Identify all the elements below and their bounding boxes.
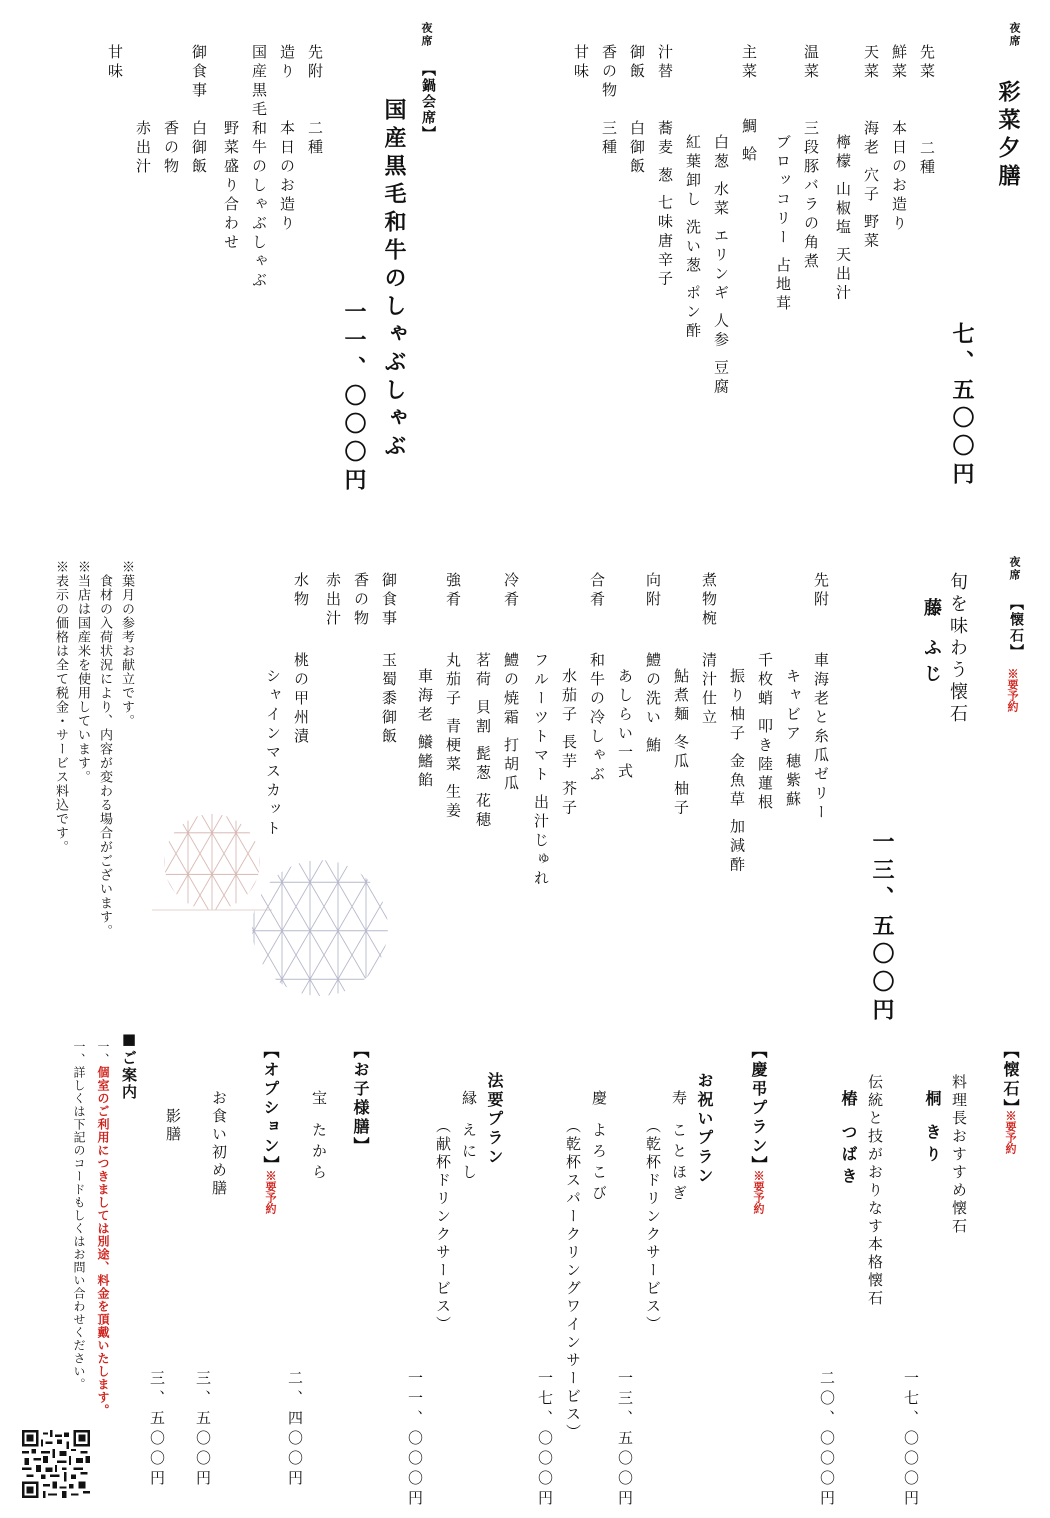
nabe-item-4: 野菜盛り合わせ	[222, 120, 240, 253]
kaiseki-item-2a: 清汁仕立	[700, 652, 718, 728]
kaiseki-item-4c: フルーツトマト 出汁じゅれ	[532, 652, 550, 889]
yuzen-cat-2: 鮮菜	[890, 44, 908, 82]
yorokobi-price: 一七、〇〇〇円	[536, 1370, 554, 1510]
kaiseki2-price1: 一七、〇〇〇円	[902, 1370, 920, 1510]
kaiseki-item-6a: 丸茄子 青梗菜 生姜	[444, 652, 462, 822]
option-price1: 三、五〇〇円	[194, 1370, 212, 1490]
note-4: ※表示の価格は全て税金・サービス料込です。	[53, 560, 68, 854]
guide-line1	[95, 1040, 112, 1417]
yuzen-item-5-head: 鯛 蛤	[740, 118, 758, 165]
nabe-title: 国産黒毛和牛のしゃぶしゃぶ	[381, 98, 407, 462]
kotobuki-name: 寿 ことほぎ	[670, 1090, 688, 1206]
note-1: ※葉月の参考お献立です。	[119, 560, 134, 728]
enishi-sub: （献杯ドリンクサービス）	[434, 1118, 452, 1334]
kaiseki-req: ※要予約	[1006, 668, 1019, 712]
kaiseki2-bracket: 【懐石】	[1001, 1042, 1020, 1118]
yuzen-cat-9: 甘味	[572, 44, 590, 82]
yuzen-item-3b: 檸檬 山椒塩 天出汁	[834, 134, 852, 304]
yorokobi-sub: （乾杯スパークリングワインサービス）	[564, 1118, 582, 1442]
kaiseki-subtitle: 旬を味わう懐石	[947, 572, 968, 726]
asanoha-pattern-icon	[240, 858, 400, 998]
option-item2: 影膳	[164, 1108, 182, 1144]
keicho-bracket: 【慶弔プラン】	[749, 1042, 768, 1175]
kaiseki-item-5b: 茗荷 貝割 髭葱 花穂	[474, 652, 492, 831]
enishi-price: 一一、〇〇〇円	[406, 1370, 424, 1510]
nabe-price: 一一、〇〇〇円	[341, 300, 367, 496]
kaiseki-cat-10: 水物	[292, 572, 310, 610]
nabe-item-2: 本日のお造り	[278, 120, 296, 234]
enishi-name: 縁 えにし	[460, 1090, 478, 1185]
nabe-cat-6: 甘味	[106, 44, 124, 82]
kaiseki-cat-2: 煮物椀	[700, 572, 718, 629]
yuzen-item-1: 二種	[918, 140, 936, 178]
kaiseki2-price2: 二〇、〇〇〇円	[818, 1370, 836, 1510]
nabe-label: 夜席	[420, 22, 433, 48]
kaiseki-name: 藤 ふじ	[921, 598, 942, 691]
kaiseki-item-2b: 鮎煮麺 冬瓜 柚子	[672, 668, 690, 819]
yuzen-cat-1: 先菜	[918, 44, 936, 82]
yuzen-cat-8: 香の物	[600, 44, 618, 101]
yuzen-item-2: 本日のお造り	[890, 120, 908, 234]
kids-bracket: 【お子様膳】	[351, 1042, 370, 1156]
yorokobi-name: 慶 よろこび	[590, 1090, 608, 1206]
kaiseki-label: 夜席	[1008, 556, 1021, 582]
nabe-item-5c: 赤出汁	[134, 120, 152, 177]
kaiseki-item-10b: シャインマスカット	[264, 668, 282, 839]
yuzen-cat-4: 温菜	[802, 44, 820, 82]
nabe-cat-5: 御食事	[190, 44, 208, 101]
kaiseki2-name2: 椿 つばき	[839, 1090, 858, 1190]
kaiseki-item-3b: あしらい一式	[616, 668, 634, 782]
kaiseki-cat-5: 冷肴	[502, 572, 520, 610]
nabe-cat-2: 造り	[278, 44, 296, 82]
kaiseki-item-1b: キャビア 穂紫蘇	[784, 668, 802, 810]
yuzen-item-8: 三種	[600, 120, 618, 158]
kaiseki-item-1d: 振り柚子 金魚草 加減酢	[728, 668, 746, 876]
yuzen-item-3a: 海老 穴子 野菜	[862, 120, 880, 252]
kotobuki-sub: （乾杯ドリンクサービス）	[644, 1118, 662, 1334]
nabe-item-1: 二種	[306, 120, 324, 158]
option-price2: 三、五〇〇円	[148, 1370, 166, 1490]
yuzen-item-7: 白御飯	[628, 120, 646, 177]
option-bracket: 【オプション】	[261, 1042, 280, 1175]
kotobuki-price: 一三、五〇〇円	[616, 1370, 634, 1510]
kaiseki-item-6b: 車海老 鱶鰭餡	[416, 668, 434, 791]
kaiseki-item-10a: 桃の甲州漬	[292, 652, 310, 747]
kaiseki-cat-3: 向附	[644, 572, 662, 610]
kaiseki-item-7: 玉蜀黍御飯	[380, 652, 398, 747]
oiwai-plan: お祝いプラン	[695, 1072, 714, 1186]
kaiseki-cat-8: 香の物	[352, 572, 370, 629]
option-item1: お食い初め膳	[210, 1090, 228, 1198]
kaiseki-item-1c: 千枚蛸 叩き陸蓮根	[756, 652, 774, 813]
yuzen-title: 彩菜夕膳	[995, 80, 1021, 192]
yuzen-price: 七、五〇〇円	[949, 322, 975, 490]
option-req: ※要予約	[264, 1170, 277, 1214]
kaiseki-cat-1: 先附	[812, 572, 830, 610]
yuzen-cat-6: 汁替	[656, 44, 674, 82]
keicho-req: ※要予約	[752, 1170, 765, 1214]
nabe-cat-3: 国産黒毛和牛のしゃぶしゃぶ	[250, 44, 268, 291]
kaiseki-item-5a: 鱧の焼霜 打胡瓜	[502, 652, 520, 794]
nabe-item-5a: 白御飯	[190, 120, 208, 177]
qr-code-icon[interactable]	[22, 1430, 90, 1498]
kaiseki-cat-4: 合肴	[588, 572, 606, 610]
guide-line1-prefix: 一、	[96, 1040, 110, 1066]
yuzen-cat-3: 天菜	[862, 44, 880, 82]
hoyo-plan: 法要プラン	[485, 1072, 504, 1167]
kaiseki2-line2: 伝統と技がおりなす本格懐石	[866, 1074, 884, 1308]
kaiseki-cat-9: 赤出汁	[324, 572, 342, 629]
nabe-bracket: 【鍋会席】	[420, 62, 436, 142]
nabe-cat-1: 先附	[306, 44, 324, 82]
kaiseki-cat-7: 御食事	[380, 572, 398, 629]
yuzen-item-5b: 紅葉卸し 洗い葱 ポン酢	[684, 134, 702, 342]
note-3: ※当店は国産米を使用しています。	[75, 560, 90, 784]
kaiseki-item-4b: 水茄子 長芋 芥子	[560, 668, 578, 819]
kids-price: 二、四〇〇円	[286, 1370, 304, 1490]
kaiseki2-name1: 桐 きり	[923, 1090, 942, 1168]
kaiseki-price: 一三、五〇〇円	[869, 830, 895, 1026]
note-2: 食材の入荷状況により、内容が変わる場合がございます。	[97, 560, 112, 938]
yuzen-item-4b: ブロッコリー 占地茸	[774, 134, 792, 314]
kaiseki-cat-6: 強肴	[444, 572, 462, 610]
kaiseki2-line1: 料理長おすすめ懐石	[950, 1074, 968, 1236]
guide-line2: 一、詳しくは下記のコードもしくはお問い合わせください。	[72, 1040, 86, 1391]
yuzen-cat-7: 御飯	[628, 44, 646, 82]
yuzen-label: 夜席	[1008, 22, 1021, 48]
kids-item: 宝 たから	[310, 1090, 328, 1185]
kaiseki-item-4a: 和牛の冷しゃぶ	[588, 652, 606, 785]
guide-line1-text: 個室のご利用につきましては別途、料金を頂戴いたします。	[96, 1066, 110, 1417]
kaiseki-item-3a: 鱧の洗い 鮪	[644, 652, 662, 756]
yuzen-item-6: 蕎麦 葱 七味唐辛子	[656, 120, 674, 290]
yuzen-item-4a: 三段豚バラの角煮	[802, 120, 820, 272]
yuzen-cat-5: 主菜	[740, 44, 758, 82]
nabe-item-5b: 香の物	[162, 120, 180, 177]
kaiseki-bracket: 【懐石】	[1008, 596, 1024, 660]
kaiseki-item-1a: 車海老と糸瓜ゼリー	[812, 652, 830, 823]
yuzen-item-5a: 白葱 水菜 エリンギ 人参 豆腐	[712, 134, 730, 398]
guide-title: ■ご案内	[120, 1030, 138, 1101]
kaiseki2-req: ※要予約	[1004, 1110, 1017, 1154]
